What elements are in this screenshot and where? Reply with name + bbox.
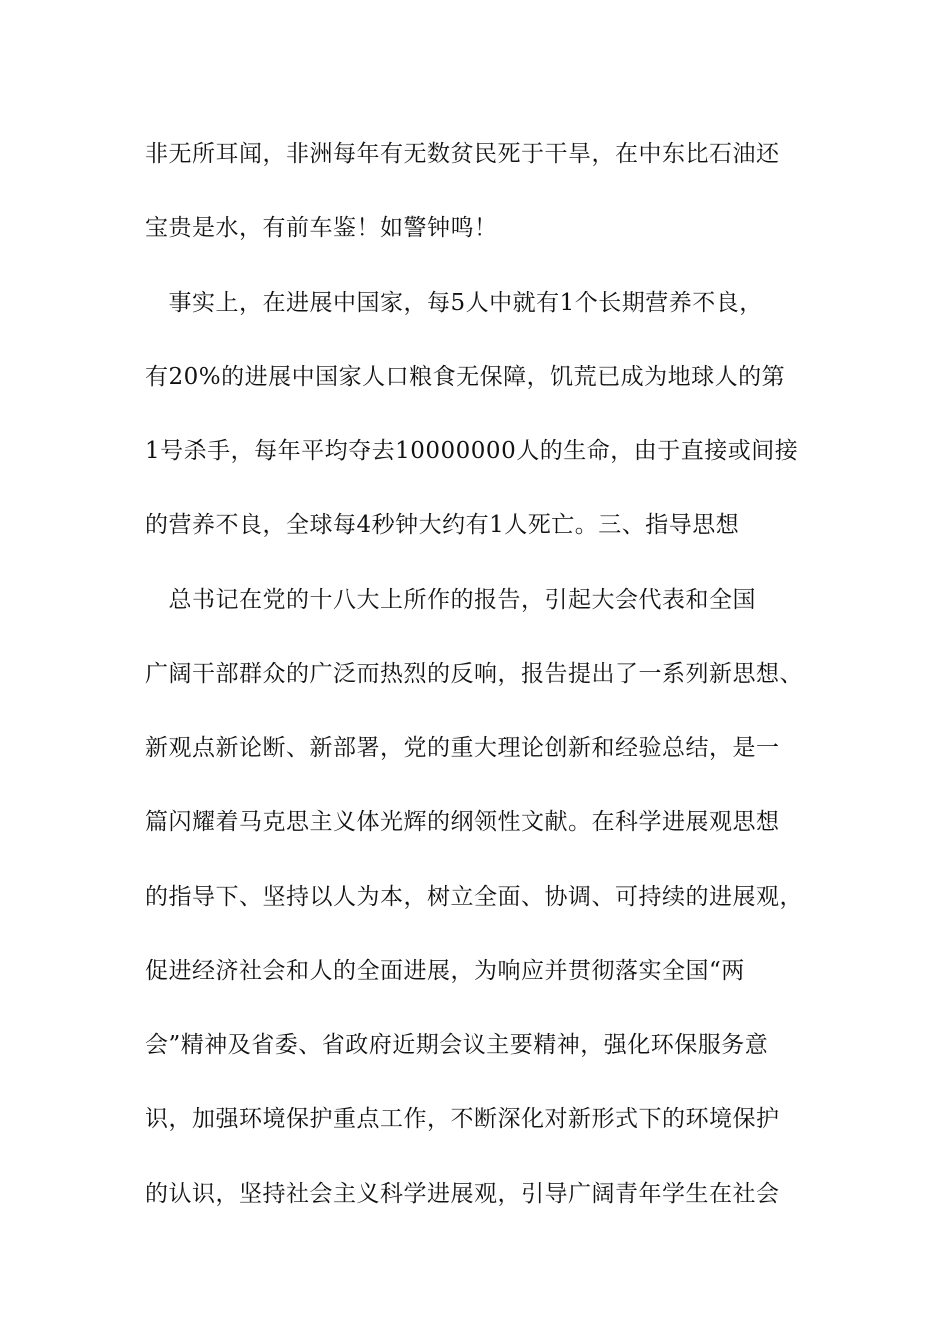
- text-line: 促进经济社会和人的全面进展，为响应并贯彻落实全国“两: [145, 958, 745, 984]
- text-line: 有20%的进展中国家人口粮食无保障，饥荒已成为地球人的第: [145, 364, 786, 390]
- text-line: 宝贵是水，有前车鉴！如警钟鸣！: [145, 215, 498, 241]
- text-line: 非无所耳闻，非洲每年有无数贫民死于干旱，在中东比石油还: [145, 141, 780, 167]
- text-line: 的营养不良，全球每4秒钟大约有1人死亡。三、指导思想: [145, 512, 740, 538]
- text-line: 的认识，坚持社会主义科学进展观，引导广阔青年学生在社会: [145, 1181, 780, 1207]
- text-line: 1号杀手，每年平均夺去10000000人的生命，由于直接或间接: [145, 438, 799, 464]
- text-line: 事实上，在进展中国家，每5人中就有1个长期营养不良，: [145, 290, 763, 316]
- text-line: 会”精神及省委、省政府近期会议主要精神，强化环保服务意: [145, 1032, 769, 1058]
- text-line: 新观点新论断、新部署，党的重大理论创新和经验总结，是一: [145, 735, 780, 761]
- text-line: 总书记在党的十八大上所作的报告，引起大会代表和全国: [145, 587, 756, 613]
- text-line: 识，加强环境保护重点工作，不断深化对新形式下的环境保护: [145, 1106, 780, 1132]
- text-line: 的指导下、坚持以人为本，树立全面、协调、可持续的进展观，: [145, 884, 803, 910]
- text-line: 广阔干部群众的广泛而热烈的反响，报告提出了一系列新思想、: [145, 661, 803, 687]
- text-line: 篇闪耀着马克思主义体光辉的纲领性文献。在科学进展观思想: [145, 809, 780, 835]
